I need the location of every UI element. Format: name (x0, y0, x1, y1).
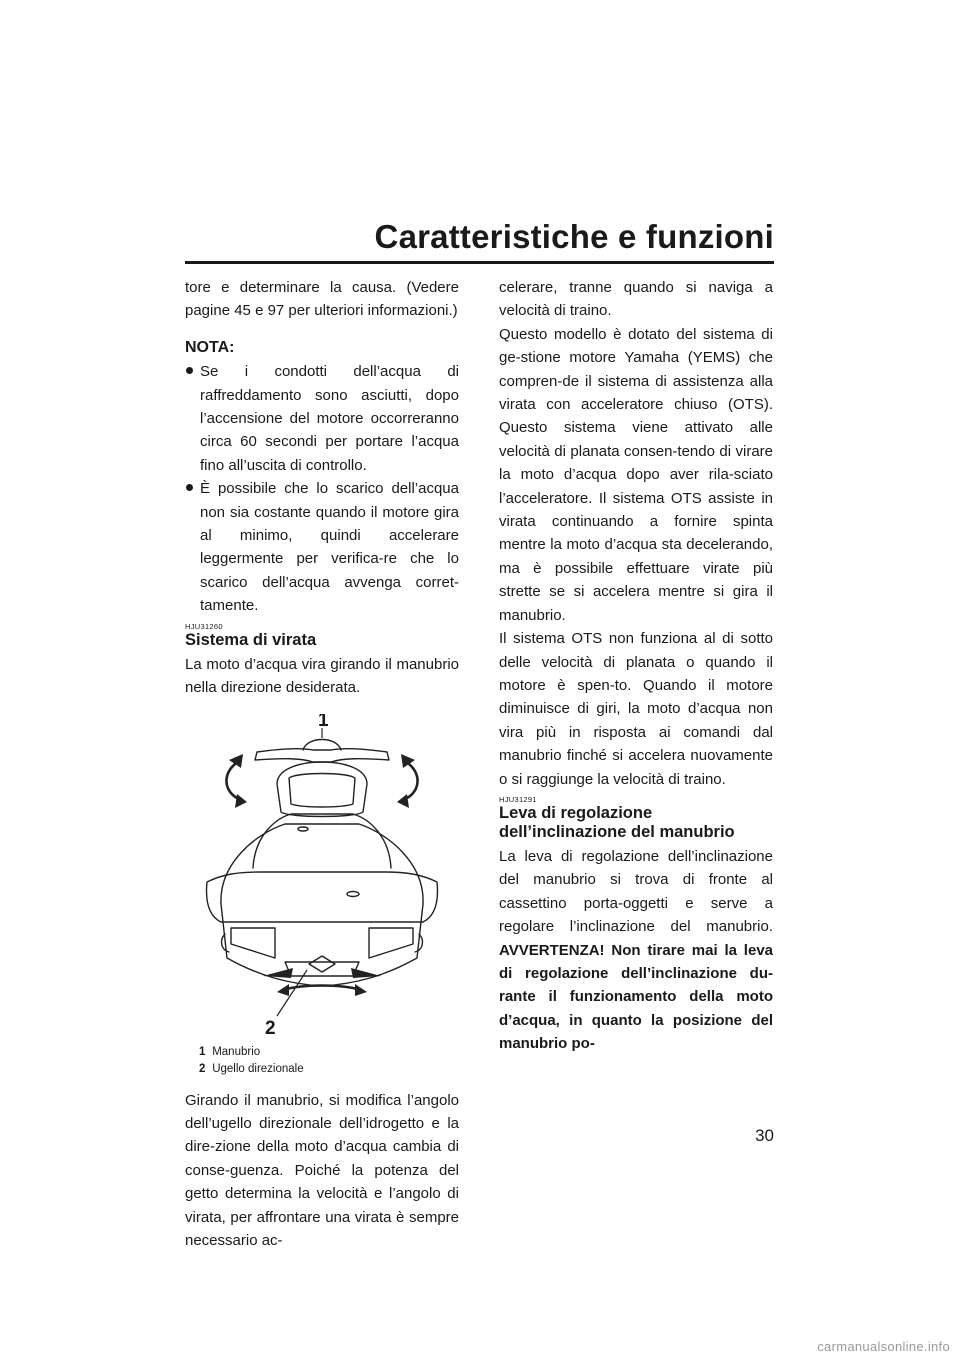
section-title-tilt-lever: Leva di regolazione dell’inclinazione del manubrio (499, 803, 735, 841)
tilt-lever-text: La leva di regolazione dell’inclinazione del manubrio si trova di fronte al cassettino porta-oggetti e serve a regolare l’inclinazione del manubrio. (499, 847, 773, 936)
caption-row (199, 1061, 459, 1078)
watermark-link[interactable]: carmanualsonline.info (817, 1339, 950, 1354)
intro-paragraph: tore e determinare la causa. (Vedere pagine 45 e 97 per ulteriori informazioni.) (185, 279, 459, 320)
figure-caption (185, 1044, 459, 1078)
steering-explanation-paragraph: Girando il manubrio, si modifica l’angolo dell’ugello direzionale dell’idrogetto e la dire-zione della moto d’acqua cambia di conse-guenza. Poiché la potenza del getto determina la velocità e l’angolo di virata, per affrontare una virata è sempre necessario ac- (185, 1091, 459, 1249)
section-code: HJU31291 (499, 794, 537, 804)
caption-number: 1 (199, 1045, 206, 1058)
section-title-steering: Sistema di virata (185, 630, 317, 649)
caption-text: Manubrio (212, 1045, 261, 1058)
continuation-paragraph: celerare, tranne quando si naviga a velocità di traino. (499, 279, 773, 320)
right-column (499, 276, 773, 1056)
yems-paragraph: Questo modello è dotato del sistema di ge-stione motore Yamaha (YEMS) che compren-de il sistema di assistenza alla virata con acceleratore chiuso (OTS). Questo sistema viene attivato alle velocità di planata consen-tendo di virare la moto d’acqua dopo aver rila-sciato l’acceleratore. Il sistema OTS assiste in virata continuando a fornire spinta mentre la moto d’acqua sta decelerando, ma è possibile effettuare virate più strette se si accelera mentre si gira il manubrio. (499, 325, 773, 624)
caption-row (199, 1044, 459, 1061)
warning-text: AVVERTENZA! Non tirare mai la leva di regolazione dell’inclinazione du-rante il funzionamento della moto d’acqua, in quanto la posizione del manubrio po- (499, 941, 773, 1053)
watercraft-illustration (185, 714, 459, 1044)
header-rule (185, 261, 774, 264)
left-column (185, 276, 459, 1252)
callout-label-1: 1 (318, 713, 329, 731)
steering-paragraph: La moto d’acqua vira girando il manubrio nella direzione desiderata. (185, 655, 459, 697)
tilt-lever-paragraph (499, 845, 773, 1056)
callout-label-2: 2 (265, 1017, 276, 1039)
note-item: È possibile che lo scarico dell’acqua non sia costante quando il motore gira al minimo, quindi accelerare leggermente per verifica-re che lo scarico dell’acqua avvenga corret-tamente. (185, 477, 459, 617)
section-code: HJU31260 (185, 621, 223, 631)
note-list (185, 360, 459, 617)
caption-text: Ugello direzionale (212, 1062, 304, 1075)
ots-paragraph: Il sistema OTS non funziona al di sotto delle velocità di planata o quando il motore è spen-to. Quando il motore diminuisce di giri, la moto d’acqua non vira più in risposta ai comandi dal manubrio finché si accelera nuovamente o si raggiunge la velocità di traino. (499, 630, 773, 788)
watercraft-figure (185, 714, 459, 1044)
note-item: Se i condotti dell’acqua di raffreddamento sono asciutti, dopo l’accensione del motore occorreranno circa 60 secondi per portare l’acqua fino all’uscita di controllo. (185, 360, 459, 477)
page-header-title: Caratteristiche e funzioni (374, 218, 774, 255)
note-title: NOTA: (185, 338, 235, 356)
caption-number: 2 (199, 1062, 206, 1075)
page-number: 30 (755, 1126, 774, 1145)
